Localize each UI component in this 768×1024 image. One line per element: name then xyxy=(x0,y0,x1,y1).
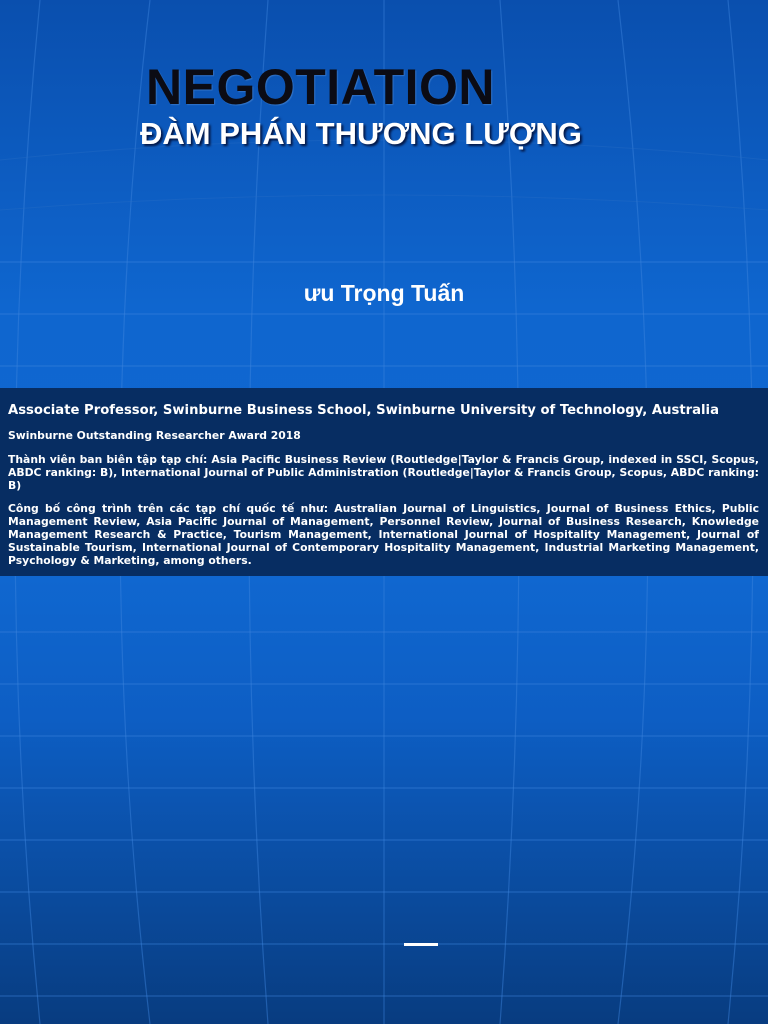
author-bio-panel xyxy=(0,388,768,576)
slide-subtitle: ĐÀM PHÁN THƯƠNG LƯỢNG xyxy=(140,116,582,151)
slide-title: NEGOTIATION xyxy=(146,59,496,115)
bio-publications: Công bố công trình trên các tạp chí quốc tế như: Australian Journal of Linguistics, Journal of Business Ethics, Public Management Review, Asia Pacific Journal of Management, Personnel Review, Journal of Business Research, Knowledge Management Research & Practice, Tourism Management, International Journal of Hospitality Management, Journal of Sustainable Tourism, International Journal of Contemporary Hospitality Management, Industrial Marketing Management, Psychology & Marketing, among others. xyxy=(8,502,759,567)
decorative-dash xyxy=(404,943,438,946)
bio-editorial-board: Thành viên ban biên tập tạp chí: Asia Pacific Business Review (Routledge|Taylor & Francis Group, indexed in SSCI, Scopus, ABDC ranking: B), International Journal of Public Administration (Routledge|Taylor & Francis Group, Scopus, ABDC ranking: B) xyxy=(8,453,759,492)
bio-position: Associate Professor, Swinburne Business School, Swinburne University of Technology, Australia xyxy=(8,403,719,418)
author-name: ưu Trọng Tuấn xyxy=(303,280,465,306)
bio-award: Swinburne Outstanding Researcher Award 2018 xyxy=(8,429,301,442)
